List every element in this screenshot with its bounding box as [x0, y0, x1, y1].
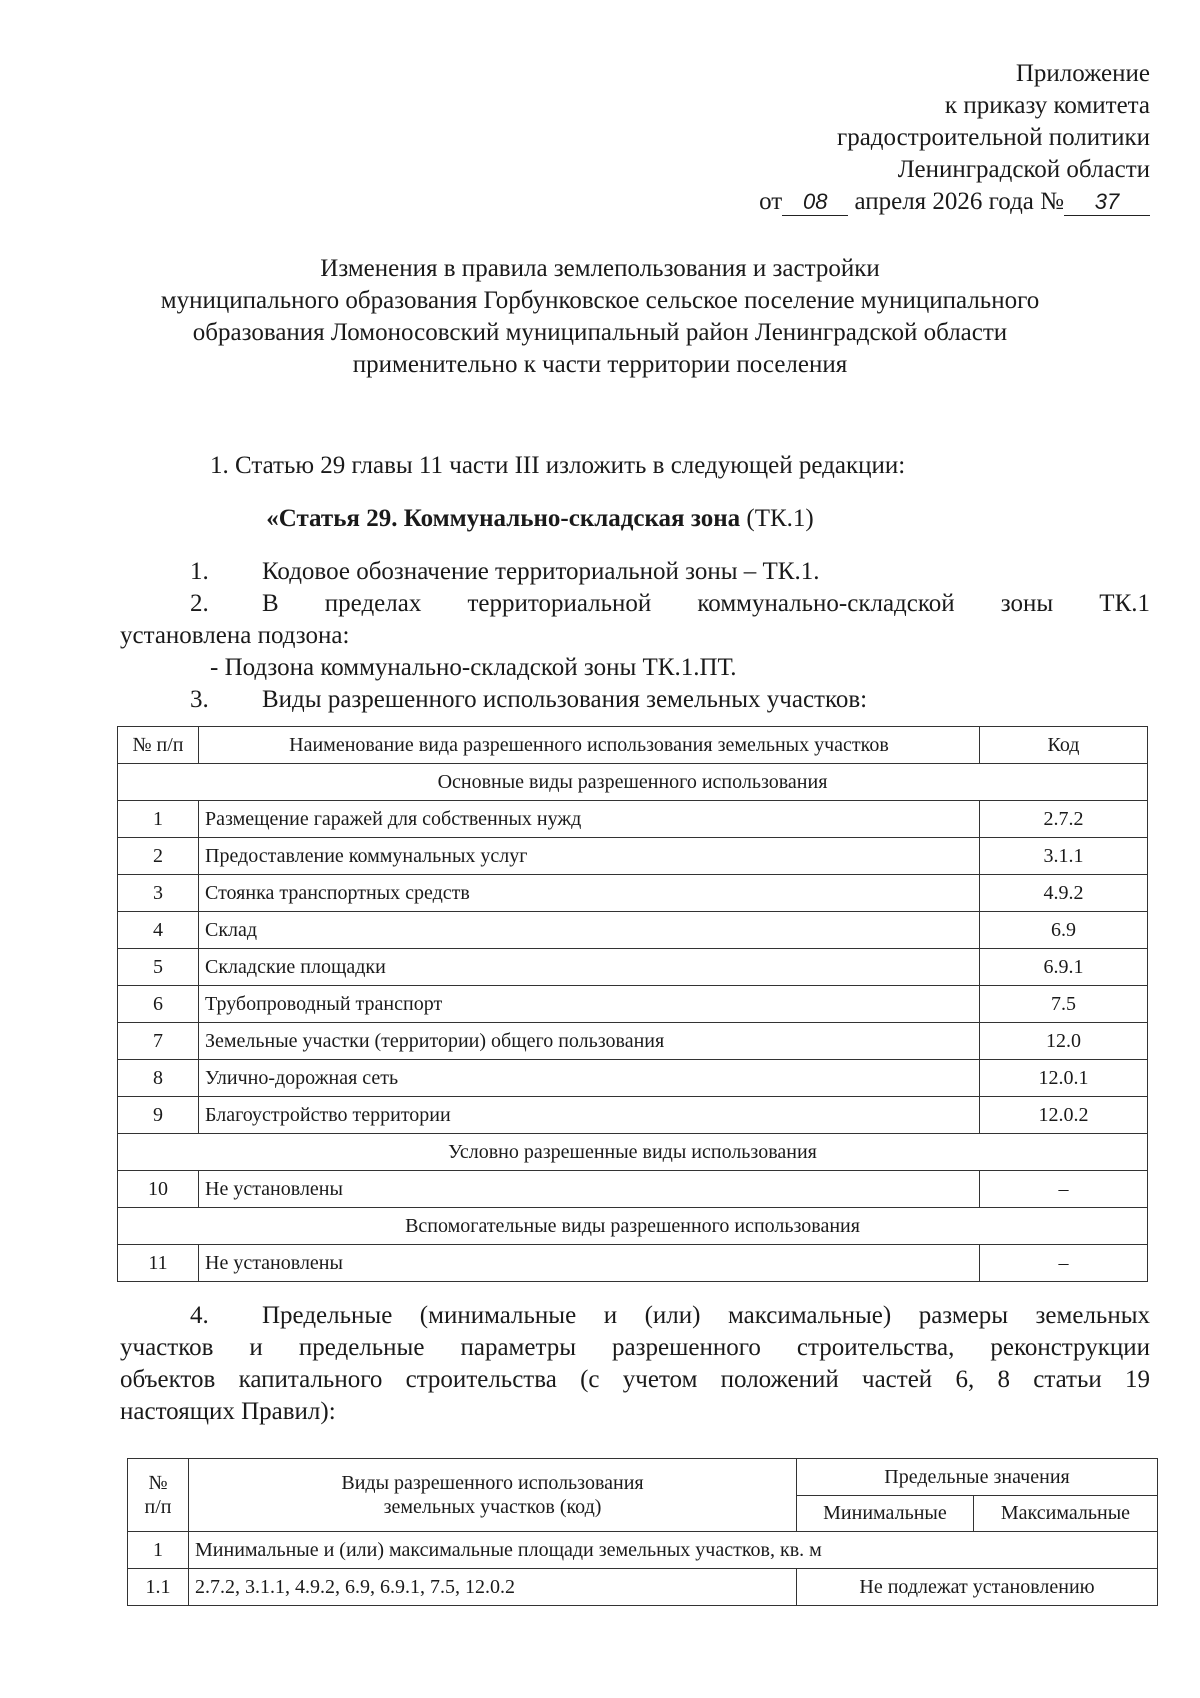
row-num: 1	[118, 801, 199, 838]
table-row	[118, 949, 1148, 986]
row-num: 3	[118, 875, 199, 912]
item-4-text-1: Предельные (минимальные и (или) максимальные) размеры земельных	[262, 1302, 1150, 1329]
row-num: 4	[118, 912, 199, 949]
table-row	[118, 875, 1148, 912]
row-name: Складские площадки	[199, 949, 980, 986]
title-line-3: образования Ломоносовский муниципальный район Ленинградской области	[192, 319, 1008, 346]
section-main-label: Основные виды разрешенного использования	[118, 764, 1148, 801]
item-4-line-3: объектов капитального строительства (с учетом положений частей 6, 8 статьи 19	[120, 1366, 1150, 1393]
table-row	[128, 1569, 1158, 1606]
item-3-text: Виды разрешенного использования земельных участков:	[262, 686, 868, 713]
table-row	[118, 1245, 1148, 1282]
item-1-number: 1.	[190, 558, 209, 585]
limits-header-num-2: п/п	[144, 1496, 172, 1518]
limits-header-min: Минимальные	[797, 1495, 974, 1532]
limits-header-name-1: Виды разрешенного использования	[341, 1472, 644, 1494]
row-num: 10	[118, 1171, 199, 1208]
row-code: 6.9	[980, 912, 1148, 949]
row-code: 6.9.1	[980, 949, 1148, 986]
header-num: № п/п	[118, 727, 199, 764]
table-row	[118, 801, 1148, 838]
item-2-line-2: установлена подзона:	[120, 622, 350, 649]
table-row	[118, 838, 1148, 875]
item-2-number: 2.	[190, 590, 209, 617]
row-name: Благоустройство территории	[199, 1097, 980, 1134]
table-row	[118, 1023, 1148, 1060]
limits-header-max: Максимальные	[973, 1495, 1157, 1532]
appendix-line-2: к приказу комитета	[944, 92, 1150, 119]
item-4-line-1	[120, 1300, 1150, 1332]
row-num: 9	[118, 1097, 199, 1134]
limits-header-num	[128, 1459, 189, 1532]
header-code: Код	[980, 727, 1148, 764]
row-num: 7	[118, 1023, 199, 1060]
section-row-main	[118, 764, 1148, 801]
title-line-1: Изменения в правила землепользования и застройки	[320, 255, 880, 282]
row-num: 2	[118, 838, 199, 875]
row-name: Предоставление коммунальных услуг	[199, 838, 980, 875]
limits-table	[127, 1458, 1158, 1606]
article-heading-bold: «Статья 29. Коммунально-складская зона	[266, 505, 741, 532]
row-code: 7.5	[980, 986, 1148, 1023]
title-line-4: применительно к части территории поселения	[352, 351, 848, 378]
table-row	[128, 1532, 1158, 1569]
row-num: 8	[118, 1060, 199, 1097]
row-num: 6	[118, 986, 199, 1023]
limits-header-row-1	[128, 1459, 1158, 1496]
table-row	[118, 1171, 1148, 1208]
row-name: Трубопроводный транспорт	[199, 986, 980, 1023]
item-1	[190, 556, 819, 588]
item-1-text: Кодовое обозначение территориальной зоны – ТК.1.	[262, 558, 820, 585]
row-name: Земельные участки (территории) общего пользования	[199, 1023, 980, 1060]
row-code: 3.1.1	[980, 838, 1148, 875]
row-name: Не установлены	[199, 1245, 980, 1282]
title-line-2: муниципального образования Горбунковское сельское поселение муниципального	[160, 287, 1040, 314]
limits-header-num-1: №	[148, 1472, 168, 1494]
clause-1: 1. Статью 29 главы 11 части III изложить в следующей редакции:	[210, 452, 906, 479]
appendix-header	[759, 58, 1150, 218]
table-header-row	[118, 727, 1148, 764]
section-conditional-label: Условно разрешенные виды использования	[118, 1134, 1148, 1171]
row-name: Улично-дорожная сеть	[199, 1060, 980, 1097]
appendix-line-4: Ленинградской области	[897, 156, 1150, 183]
limits-header-name	[189, 1459, 797, 1532]
table-row	[118, 1060, 1148, 1097]
row-name: Стоянка транспортных средств	[199, 875, 980, 912]
row-code: 12.0.1	[980, 1060, 1148, 1097]
item-2-text-a: В пределах территориальной коммунально-складской зоны ТК.1	[262, 590, 1150, 617]
article-heading-code: (ТК.1)	[746, 505, 814, 532]
appendix-date-line	[759, 186, 1150, 218]
item-4-number: 4.	[190, 1302, 209, 1329]
row-num: 11	[118, 1245, 199, 1282]
order-number: 37	[1064, 189, 1150, 216]
item-3-number: 3.	[190, 686, 209, 713]
row-code: –	[980, 1171, 1148, 1208]
item-4-line-4: настоящих Правил):	[120, 1398, 336, 1425]
row-num: 5	[118, 949, 199, 986]
date-prefix: от	[759, 188, 783, 215]
limits-row-1-text: Минимальные и (или) максимальные площади земельных участков, кв. м	[189, 1532, 1158, 1569]
item-2	[120, 588, 1150, 652]
article-heading	[0, 503, 1080, 535]
item-3	[190, 684, 867, 716]
row-code: 12.0.2	[980, 1097, 1148, 1134]
section-auxiliary-label: Вспомогательные виды разрешенного использования	[118, 1208, 1148, 1245]
subzone-line: - Подзона коммунально-складской зоны ТК.1.ПТ.	[210, 654, 737, 681]
table-row	[118, 1097, 1148, 1134]
limits-row-11-value: Не подлежат установлению	[797, 1569, 1158, 1606]
appendix-line-3: градостроительной политики	[836, 124, 1150, 151]
row-code: 4.9.2	[980, 875, 1148, 912]
item-4-line-2: участков и предельные параметры разрешенного строительства, реконструкции	[120, 1334, 1150, 1361]
table-row	[118, 912, 1148, 949]
limits-row-11-num: 1.1	[128, 1569, 189, 1606]
section-row-conditional	[118, 1134, 1148, 1171]
row-code: 12.0	[980, 1023, 1148, 1060]
table-row	[118, 986, 1148, 1023]
limits-row-11-codes: 2.7.2, 3.1.1, 4.9.2, 6.9, 6.9.1, 7.5, 12.0.2	[189, 1569, 797, 1606]
document-title	[100, 253, 1100, 381]
row-name: Размещение гаражей для собственных нужд	[199, 801, 980, 838]
row-code: 2.7.2	[980, 801, 1148, 838]
limits-header-values: Предельные значения	[797, 1459, 1158, 1496]
date-rest: апреля 2026 года №	[854, 188, 1064, 215]
item-2-line-1	[120, 588, 1150, 620]
row-code: –	[980, 1245, 1148, 1282]
section-row-auxiliary	[118, 1208, 1148, 1245]
limits-header-name-2: земельных участков (код)	[383, 1496, 602, 1518]
appendix-line-1: Приложение	[1015, 60, 1150, 87]
row-name: Не установлены	[199, 1171, 980, 1208]
row-name: Склад	[199, 912, 980, 949]
item-4	[120, 1300, 1150, 1428]
header-name: Наименование вида разрешенного использования земельных участков	[199, 727, 980, 764]
date-day: 08	[782, 189, 848, 216]
permitted-uses-table	[117, 726, 1148, 1282]
limits-row-1-num: 1	[128, 1532, 189, 1569]
